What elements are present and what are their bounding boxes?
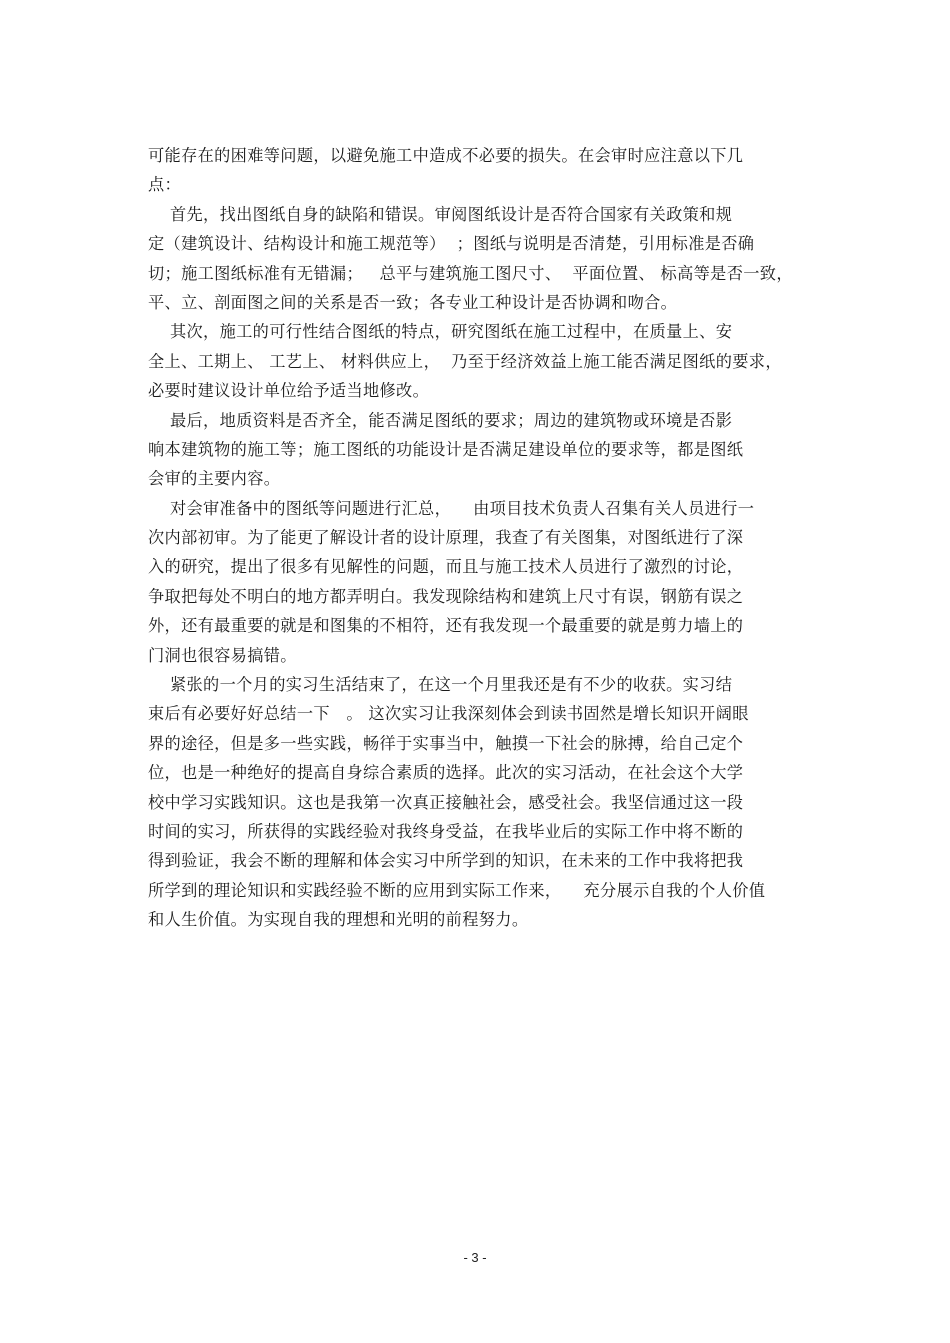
page-number: - 3 -	[463, 1250, 487, 1265]
text-line: 和人生价值。为实现自我的理想和光明的前程努力。	[148, 910, 529, 930]
text-line: 其次，施工的可行性结合图纸的特点，研究图纸在施工过程中，在质量上、安	[148, 322, 733, 342]
text-line: 可能存在的困难等问题，以避免施工中造成不必要的损失。在会审时应注意以下几	[148, 146, 744, 165]
text-line: 全上、工期上、 工艺上、 材料供应上， 乃至于经济效益上施工能否满足图纸的要求，	[148, 351, 782, 371]
body-text	[148, 141, 848, 935]
text-line: 响本建筑物的施工等；施工图纸的功能设计是否满足建设单位的要求等，都是图纸	[148, 439, 744, 459]
text-line: 束后有必要好好总结一下 。 这次实习让我深刻体会到读书固然是增长知识开阔眼	[148, 704, 749, 724]
text-line: 定（建筑设计、结构设计和施工规范等） ；图纸与说明是否清楚，引用标准是否确	[148, 234, 755, 254]
text-line: 对会审准备中的图纸等问题进行汇总， 由项目技术负责人召集有关人员进行一	[148, 498, 755, 518]
text-line: 紧张的一个月的实习生活结束了，在这一个月里我还是有不少的收获。实习结	[148, 675, 733, 695]
text-line: 入的研究，提出了很多有见解性的问题，而且与施工技术人员进行了激烈的讨论，	[148, 557, 744, 577]
text-line: 次内部初审。为了能更了解设计者的设计原理，我查了有关图集，对图纸进行了深	[148, 528, 744, 548]
text-line: 所学到的理论知识和实践经验不断的应用到实际工作来， 充分展示自我的个人价值	[148, 880, 766, 900]
text-line: 得到验证，我会不断的理解和体会实习中所学到的知识，在未来的工作中我将把我	[148, 851, 744, 871]
text-line: 点：	[148, 175, 182, 195]
text-line: 会审的主要内容。	[148, 469, 281, 489]
text-line: 必要时建议设计单位给予适当地修改。	[148, 381, 430, 401]
text-line: 门洞也很容易搞错。	[148, 645, 297, 665]
text-line: 时间的实习，所获得的实践经验对我终身受益，在我毕业后的实际工作中将不断的	[148, 821, 744, 841]
text-line: 校中学习实践知识。这也是我第一次真正接触社会，感受社会。我坚信通过这一段	[148, 792, 744, 812]
text-line: 切；施工图纸标准有无错漏； 总平与建筑施工图尺寸、 平面位置、 标高等是否一致，	[148, 263, 793, 283]
text-line: 界的途径，但是多一些实践，畅徉于实事当中，触摸一下社会的脉搏，给自己定个	[148, 733, 744, 753]
text-line: 外，还有最重要的就是和图集的不相符，还有我发现一个最重要的就是剪力墙上的	[148, 616, 744, 636]
text-line: 最后，地质资料是否齐全，能否满足图纸的要求；周边的建筑物或环境是否影	[148, 410, 733, 430]
text-line: 平、立、剖面图之间的关系是否一致；各专业工种设计是否协调和吻合。	[148, 292, 678, 312]
text-line: 位，也是一种绝好的提高自身综合素质的选择。此次的实习活动，在社会这个大学	[148, 763, 744, 783]
text-line: 首先，找出图纸自身的缺陷和错误。审阅图纸设计是否符合国家有关政策和规	[148, 204, 733, 224]
text-line: 争取把每处不明白的地方都弄明白。我发现除结构和建筑上尺寸有误，钢筋有误之	[148, 586, 744, 606]
